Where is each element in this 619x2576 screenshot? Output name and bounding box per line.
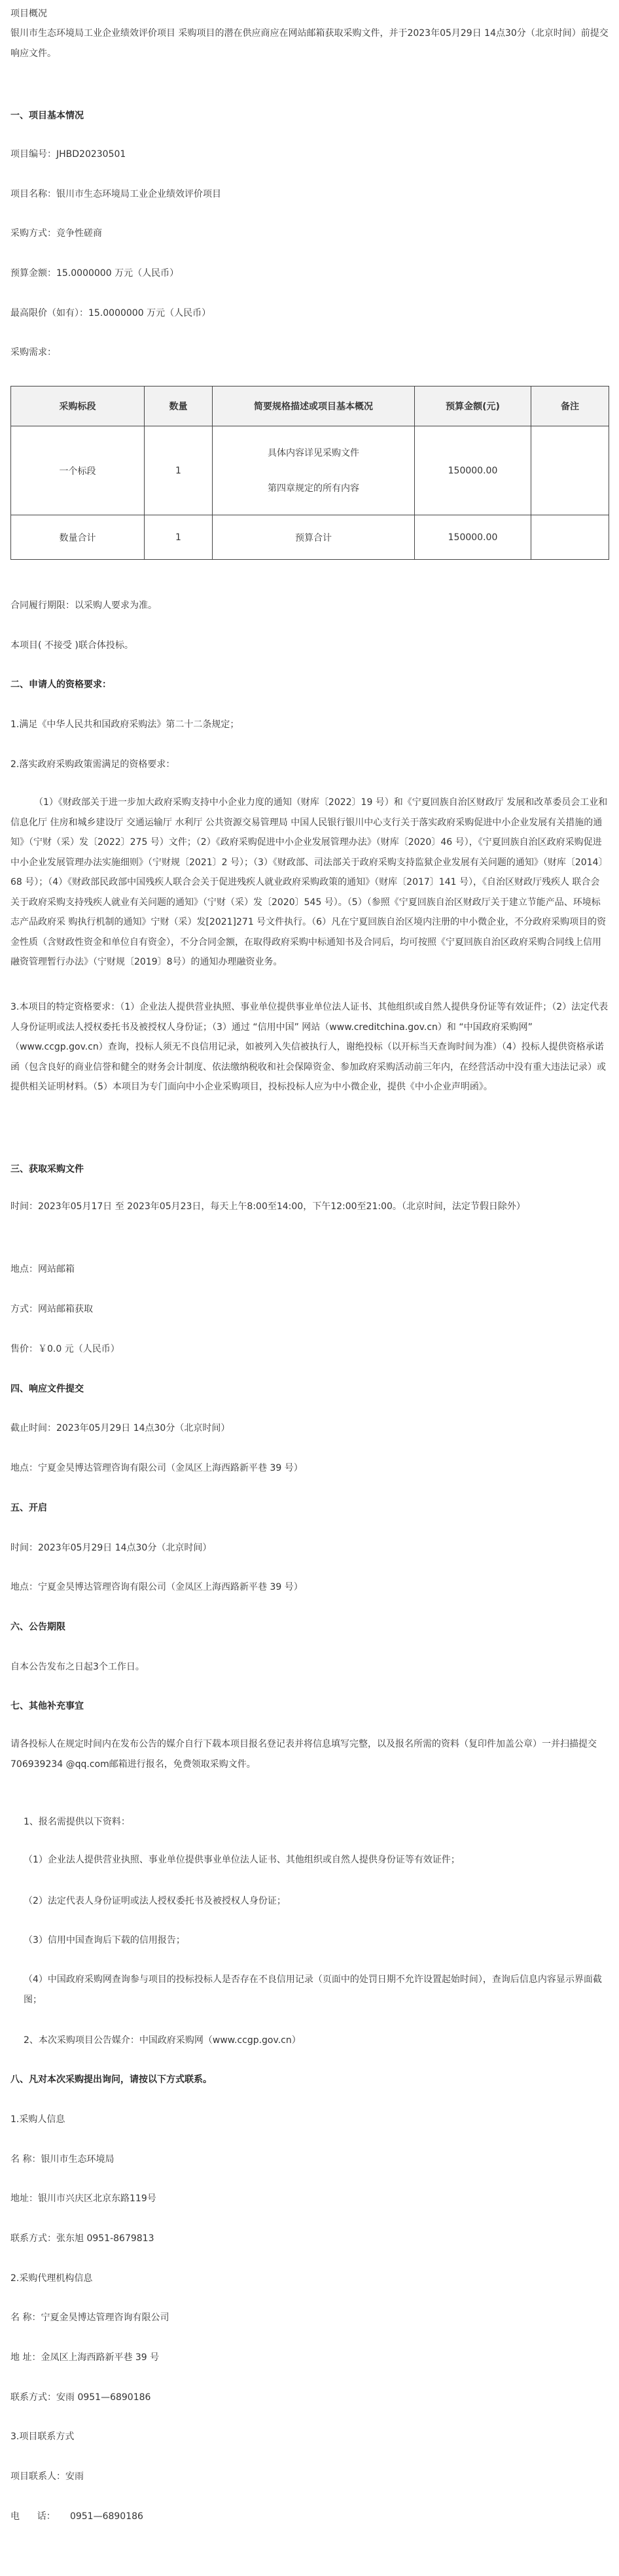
materials-list-item: （3）信用中国查询后下载的信用报告； bbox=[24, 1935, 185, 1946]
consortium-note: 本项目( 不接受 )联合体投标。 bbox=[10, 640, 133, 651]
opening-place: 地点：宁夏金昊博达管理咨询有限公司（金凤区上海西路新平巷 39 号） bbox=[10, 1582, 303, 1592]
section-7-title: 七、其他补充事宜 bbox=[10, 1701, 84, 1711]
table-cell-note bbox=[531, 515, 609, 560]
table-header-cell: 采购标段 bbox=[11, 386, 145, 426]
announcement-media: 2、本次采购项目公告媒介：中国政府采购网（www.ccgp.gov.cn） bbox=[24, 2035, 301, 2046]
max-price: 最高限价（如有）：15.0000000 万元（人民币） bbox=[10, 308, 211, 318]
section-2-title: 二、申请人的资格要求： bbox=[10, 679, 111, 690]
table-cell-qty: 1 bbox=[145, 426, 213, 515]
table-cell-qty: 1 bbox=[145, 515, 213, 560]
table-header-cell: 数量 bbox=[145, 386, 213, 426]
overview-heading: 项目概况 bbox=[10, 9, 47, 19]
requirement-3: 3.本项目的特定资格要求：（1）企业法人提供营业执照、事业单位提供事业单位法人证书、其他组织或自然人提供身份证等有效证件；（2）法定代表人身份证明或法人授权委托书及被授权人身份证；（3）通过 “信用中国” 网站（www.creditchina.gov.cn）和 “中国政府采购网” （www.ccgp.gov.cn）查询，投标人须无不良信用记录，如被列入失信被执行人，谢绝投标（以开标当天查询时间为准）（4）投标人提供资格承诺函（包含良好的商业信誉和健全的财务会计制度、依法缴纳税收和社会保障资金、参加政府采购活动前三年内，在经营活动中没有重大违法记录）或提供相关证明材料。（5）本项目为专门面向中小企业采购项目，投标投标人应为中小微企业，提供《中小企业声明函》。 bbox=[10, 1002, 609, 1092]
table-cell-desc: 预算合计 bbox=[213, 515, 415, 560]
project-contact-phone: 电 话： 0951—6890186 bbox=[10, 2511, 143, 2522]
table-header-cell: 简要规格描述或项目基本概况 bbox=[213, 386, 415, 426]
table-header-row bbox=[11, 386, 609, 426]
submission-deadline: 截止时间：2023年05月29日 14点30分（北京时间） bbox=[10, 1423, 230, 1434]
procurement-demand-table bbox=[10, 386, 609, 560]
supplement-intro: 请各投标人在规定时间内在发布公告的媒介自行下载本项目报名登记表并将信息填写完整，以及报名所需的资料（复印件加盖公章）一并扫描提交706939234 @qq.com邮箱进行报名，免费领取采购文件。 bbox=[10, 1739, 597, 1770]
procurement-method: 采购方式：竞争性磋商 bbox=[10, 228, 102, 239]
submission-place: 地点：宁夏金昊博达管理咨询有限公司（金凤区上海西路新平巷 39 号） bbox=[10, 1463, 303, 1473]
obtain-method: 方式：网站邮箱获取 bbox=[10, 1304, 93, 1314]
purchaser-contact: 联系方式：张东旭 0951-8679813 bbox=[10, 2233, 154, 2244]
table-cell-note bbox=[531, 426, 609, 515]
requirement-2: 2.落实政府采购政策需满足的资格要求： bbox=[10, 759, 175, 770]
agency-info-title: 2.采购代理机构信息 bbox=[10, 2273, 93, 2284]
section-1-title: 一、项目基本情况 bbox=[10, 111, 84, 121]
budget-amount: 预算金额：15.0000000 万元（人民币） bbox=[10, 268, 179, 279]
section-4-title: 四、响应文件提交 bbox=[10, 1384, 84, 1394]
obtain-time: 时间：2023年05月17日 至 2023年05月23日，每天上午8:00至14:00，下午12:00至21:00。（北京时间，法定节假日除外） bbox=[10, 1201, 525, 1212]
agency-address: 地 址：金凤区上海西路新平巷 39 号 bbox=[10, 2352, 160, 2363]
materials-list-item: （4）中国政府采购网查询参与项目的投标投标人是否存在不良信用记录（页面中的处罚日期不允许设置起始时间），查询后信息内容显示界面截图； bbox=[24, 1974, 602, 2005]
project-contact-title: 3.项目联系方式 bbox=[10, 2431, 75, 2442]
overview-text: 银川市生态环境局工业企业绩效评价项目 采购项目的潜在供应商应在网站邮箱获取采购文件，并于2023年05月29日 14点30分（北京时间）前提交响应文件。 bbox=[10, 28, 609, 59]
agency-contact: 联系方式：安雨 0951—6890186 bbox=[10, 2392, 151, 2403]
table-header-cell: 备注 bbox=[531, 386, 609, 426]
section-5-title: 五、开启 bbox=[10, 1503, 47, 1513]
demand-label: 采购需求： bbox=[10, 347, 56, 358]
purchaser-name: 名 称：银川市生态环境局 bbox=[10, 2154, 115, 2165]
table-header-cell: 预算金额(元) bbox=[415, 386, 531, 426]
table-cell-lot: 一个标段 bbox=[11, 426, 145, 515]
announcement-period: 自本公告发布之日起3个工作日。 bbox=[10, 1662, 145, 1672]
table-row bbox=[11, 515, 609, 560]
requirement-1: 1.满足《中华人民共和国政府采购法》第二十二条规定； bbox=[10, 719, 239, 730]
project-contact-person: 项目联系人：安雨 bbox=[10, 2471, 84, 2482]
table-cell-desc bbox=[213, 426, 415, 515]
section-8-title: 八、凡对本次采购提出询问，请按以下方式联系。 bbox=[10, 2074, 212, 2085]
section-3-title: 三、获取采购文件 bbox=[10, 1164, 84, 1175]
contract-period: 合同履行期限：以采购人要求为准。 bbox=[10, 600, 157, 611]
project-number: 项目编号：JHBD20230501 bbox=[10, 149, 126, 160]
obtain-place: 地点：网站邮箱 bbox=[10, 1264, 75, 1275]
table-cell-desc-line: 第四章规定的所有内容 bbox=[268, 483, 359, 494]
requirement-2-detail: （1）《财政部关于进一步加大政府采购支持中小企业力度的通知（财库〔2022〕19 号）和《宁夏回族自治区财政厅 发展和改革委员会工业和信息化厅 住房和城乡建设厅 交通运输厅 水利厅 公共资源交易管理局 中国人民银行银川中心支行关于落实政府采购促进中小企业发展有关措施的通知》（宁财（采）发〔2022〕275 号）文件；（2）《政府采购促进中小企业发展管理办法》（财库〔2020〕46 号），《宁夏回族自治区政府采购促进中小企业发展管理办法实施细则》（宁财规〔2021〕2 号）；（3）《财政部、司法部关于政府采购支持监狱企业发展有关问题的通知》（财库〔2014〕68 号）；（4）《财政部民政部中国残疾人联合会关于促进残疾人就业政府采购政策的通知》（财库〔2017〕141 号），《自治区财政厅残疾人 联合会关于政府采购支持残疾人就业有关问题的通知》（宁财（采）发〔2020〕545 号）。（5）（参照《宁夏回族自治区财政厅关于建立节能产品、环境标志产品政府采 购执行机制的通知》宁财（采）发[2021]271 号文件执行。（6）凡在宁夏回族自治区境内注册的中小微企业，不分政府采购项目的资金性质（含财政性资金和单位自有资金），不分合同金额，在取得政府采购中标通知书及合同后，均可按照《宁夏回族自治区政府采购合同线上信用融资管理暂行办法》（宁财规〔2019〕8号）的通知办理融资业务。 bbox=[10, 797, 608, 967]
purchaser-info-title: 1.采购人信息 bbox=[10, 2114, 65, 2125]
table-cell-lot: 数量合计 bbox=[11, 515, 145, 560]
materials-list-item: （2）法定代表人身份证明或法人授权委托书及被授权人身份证； bbox=[24, 1896, 286, 1906]
document-price: 售价：￥0.0 元（人民币） bbox=[10, 1344, 120, 1354]
materials-list-title: 1、报名需提供以下资料： bbox=[24, 1817, 130, 1827]
materials-list-item: （1）企业法人提供营业执照、事业单位提供事业单位法人证书、其他组织或自然人提供身份证等有效证件； bbox=[24, 1855, 460, 1865]
table-cell-amount: 150000.00 bbox=[415, 426, 531, 515]
section-6-title: 六、公告期限 bbox=[10, 1622, 65, 1632]
agency-name: 名 称：宁夏金昊博达管理咨询有限公司 bbox=[10, 2312, 169, 2323]
opening-time: 时间：2023年05月29日 14点30分（北京时间） bbox=[10, 1543, 212, 1553]
table-row bbox=[11, 426, 609, 515]
purchaser-address: 地址：银川市兴庆区北京东路119号 bbox=[10, 2193, 156, 2204]
table-cell-amount: 150000.00 bbox=[415, 515, 531, 560]
project-name: 项目名称：银川市生态环境局工业企业绩效评价项目 bbox=[10, 189, 221, 199]
table-cell-desc-line: 具体内容详见采购文件 bbox=[268, 447, 359, 458]
